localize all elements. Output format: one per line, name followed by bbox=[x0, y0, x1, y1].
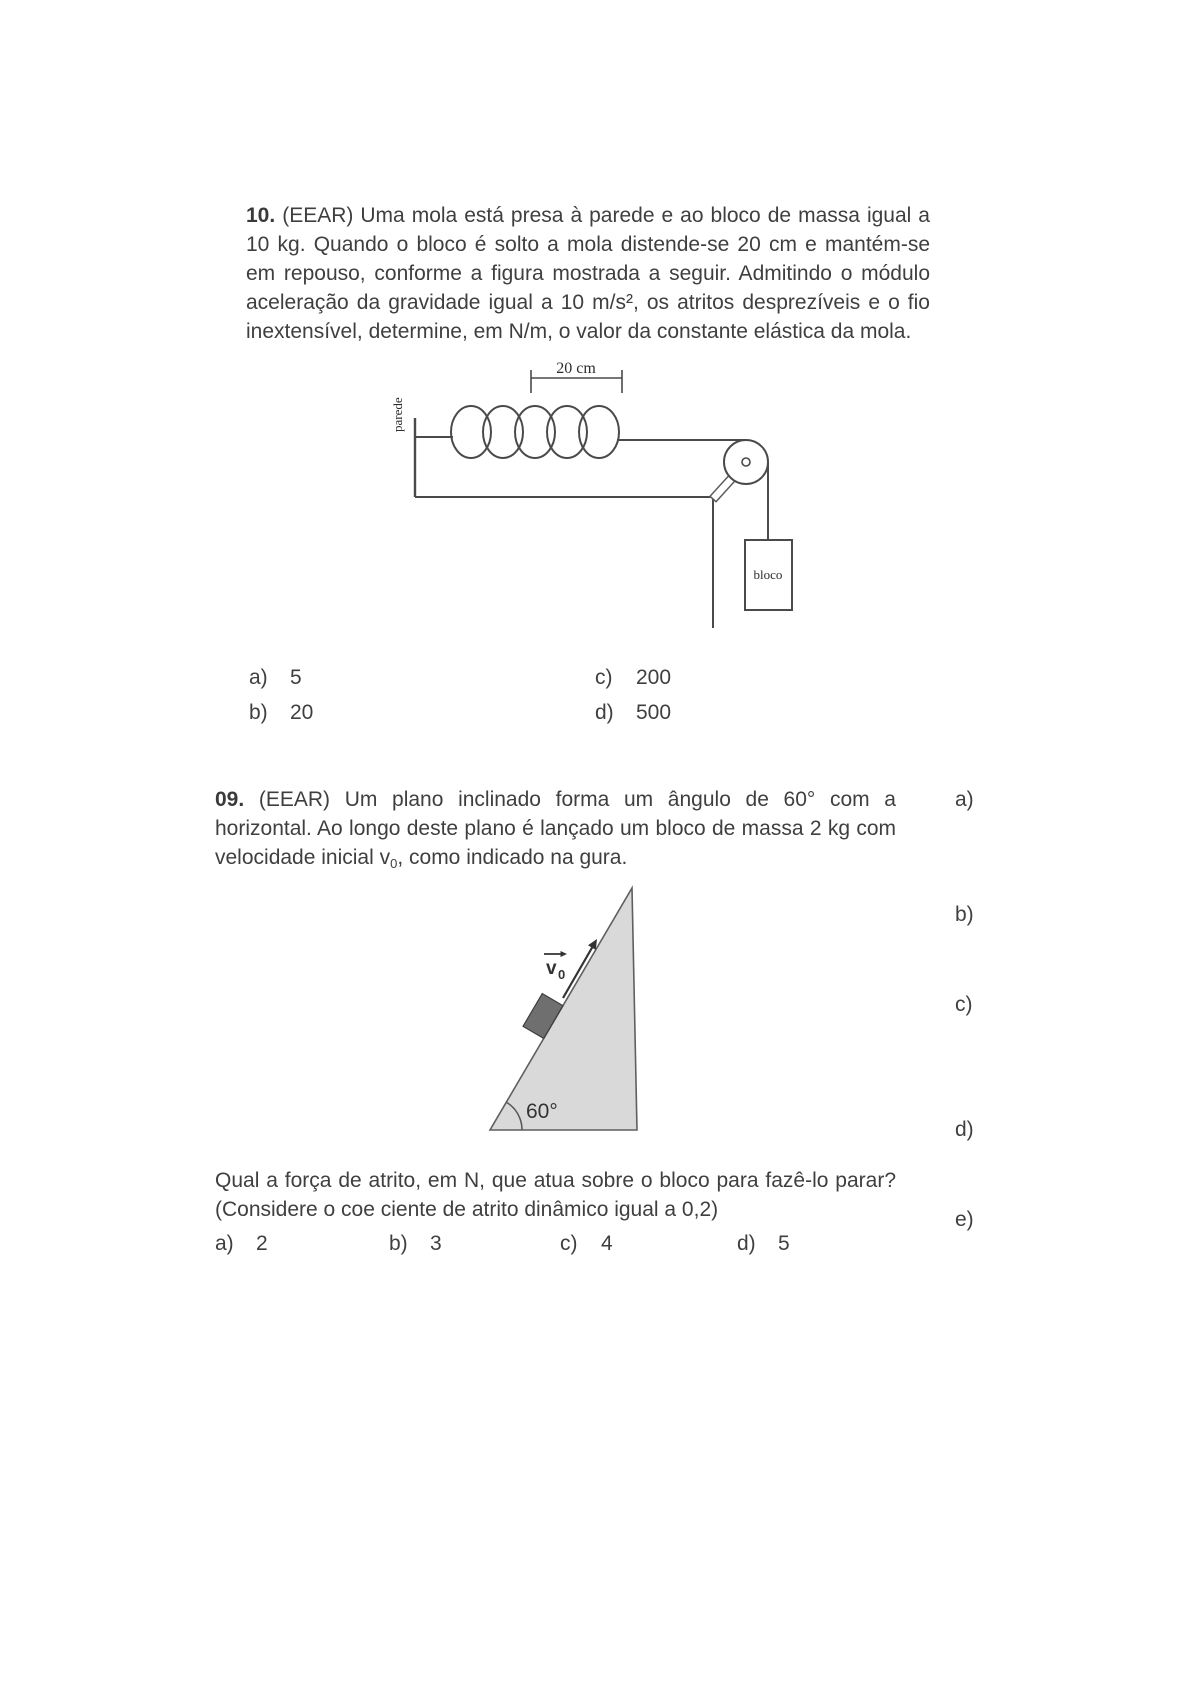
q10-figure bbox=[380, 360, 800, 630]
q09-option-a-value: 2 bbox=[256, 1232, 268, 1255]
q09-figure bbox=[480, 878, 660, 1138]
q10-option-a-value: 5 bbox=[290, 666, 302, 689]
velocity-label-sub: 0 bbox=[558, 967, 566, 982]
velocity-label: v bbox=[546, 958, 557, 979]
q10-option-b bbox=[249, 701, 313, 725]
q10-option-a bbox=[249, 666, 302, 690]
side-label-e: e) bbox=[955, 1208, 974, 1231]
q09-option-c bbox=[560, 1232, 613, 1256]
q10-option-a-letter: a) bbox=[249, 666, 268, 689]
q09-option-a-letter: a) bbox=[215, 1232, 234, 1255]
question-10-text: (EEAR) Uma mola está presa à parede e ao bloco de massa igual a 10 kg. Quando o bloco é solto a mola distende-se 20 cm e mantém-se em repouso, conforme a figura mostrada a seguir. Admitindo o módulo aceleração da gravidade igual a 10 m/s², os atritos desprezíveis e o fio inextensível, determine, em N/m, o valor da constante elástica da mola. bbox=[246, 204, 930, 343]
velocity-label-group bbox=[544, 951, 567, 982]
question-09-paragraph bbox=[215, 785, 896, 878]
question-10-number: 10. bbox=[246, 204, 276, 227]
q10-option-d-value: 500 bbox=[636, 701, 672, 724]
q09-option-d-letter: d) bbox=[737, 1232, 756, 1255]
q09-option-b bbox=[389, 1232, 442, 1256]
q09-option-d bbox=[737, 1232, 790, 1256]
spring bbox=[415, 406, 746, 458]
q09-option-c-value: 4 bbox=[601, 1232, 613, 1255]
wall-label: parede bbox=[390, 397, 405, 432]
question-09-text-before-v: (EEAR) Um plano inclinado forma um ângulo de 60° com a horizontal. Ao longo deste plano é lançado um bloco de massa 2 kg com velocidade inicial v bbox=[215, 788, 896, 869]
question-09-number: 09. bbox=[215, 788, 245, 811]
q10-option-c bbox=[595, 666, 671, 690]
question-10-paragraph bbox=[246, 201, 930, 346]
q10-option-d bbox=[595, 701, 671, 725]
hanging-block-label: bloco bbox=[753, 567, 783, 582]
question-09-text-after-v: , como indicado na gura. bbox=[397, 846, 628, 869]
pulley bbox=[724, 440, 768, 484]
side-label-c: c) bbox=[955, 993, 973, 1016]
velocity-subscript: 0 bbox=[390, 856, 398, 871]
q10-option-b-letter: b) bbox=[249, 701, 268, 724]
table-edge bbox=[415, 497, 713, 628]
side-label-d: d) bbox=[955, 1118, 974, 1141]
q09-option-b-letter: b) bbox=[389, 1232, 408, 1255]
angle-label: 60° bbox=[526, 1100, 558, 1123]
q09-option-d-value: 5 bbox=[778, 1232, 790, 1255]
question-09-friction-text: Qual a força de atrito, em N, que atua sobre o bloco para fazê-lo parar? (Considere o coe ciente de atrito dinâmico igual a 0,2) bbox=[215, 1169, 896, 1221]
side-label-b: b) bbox=[955, 903, 974, 926]
q09-option-a bbox=[215, 1232, 268, 1256]
incline-triangle bbox=[490, 888, 637, 1130]
dimension-label: 20 cm bbox=[556, 360, 596, 377]
q10-option-c-letter: c) bbox=[595, 666, 613, 689]
q10-option-d-letter: d) bbox=[595, 701, 614, 724]
q09-option-b-value: 3 bbox=[430, 1232, 442, 1255]
question-09-friction-question bbox=[215, 1166, 896, 1224]
q10-option-b-value: 20 bbox=[290, 701, 314, 724]
q09-option-c-letter: c) bbox=[560, 1232, 578, 1255]
side-label-a: a) bbox=[955, 788, 974, 811]
q10-option-c-value: 200 bbox=[636, 666, 672, 689]
